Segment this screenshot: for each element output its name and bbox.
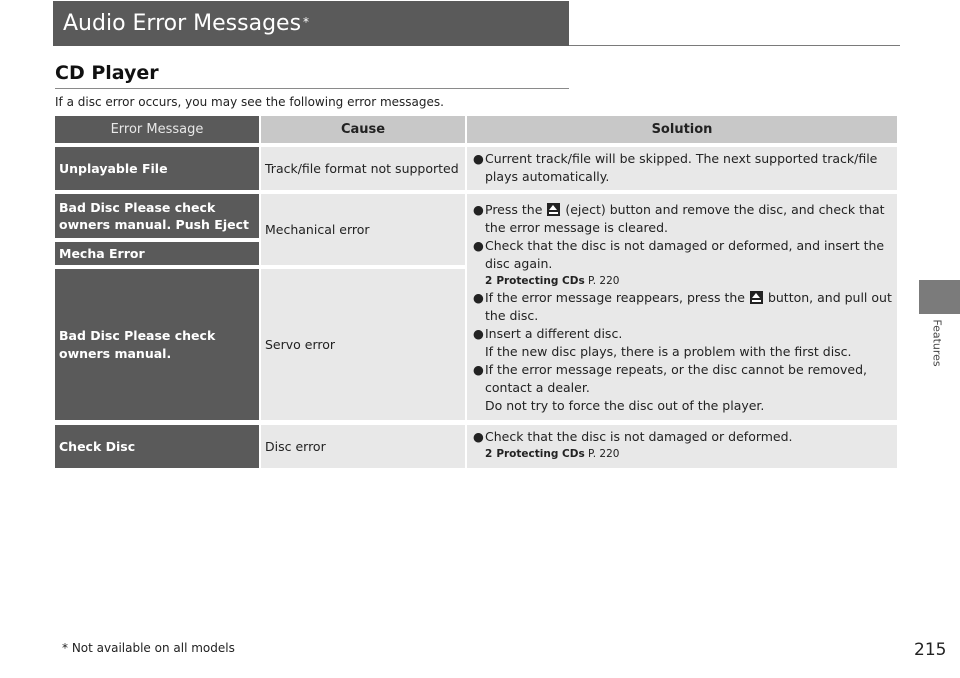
reference-page: P. 220 — [588, 275, 620, 287]
chapter-label — [928, 316, 946, 370]
cause-disc-error: Disc error — [261, 425, 465, 468]
reference-arrow-icon: 2 — [485, 275, 493, 287]
chapter-label-text: Features — [930, 319, 944, 367]
cause-unplayable-file: Track/file format not supported — [261, 147, 465, 190]
cause-mechanical-error: Mechanical error — [261, 194, 465, 265]
solution-text: Do not try to force the disc out of the player. — [485, 398, 765, 413]
list-item — [473, 150, 893, 186]
solution-text: If the error message repeats, or the disc cannot be removed, contact a dealer. — [485, 362, 868, 395]
error-bad-disc-check-manual: Bad Disc Please check owners manual. — [55, 269, 259, 420]
reference-label: Protecting CDs — [496, 275, 585, 287]
solution-text: Current track/file will be skipped. The next supported track/file plays automatically. — [485, 151, 878, 184]
cross-reference-link[interactable] — [473, 273, 893, 289]
solution-text: Press the — [485, 202, 543, 217]
intro-text: If a disc error occurs, you may see the following error messages. — [55, 95, 444, 109]
cause-servo-error: Servo error — [261, 269, 465, 420]
solution-check-disc — [467, 425, 897, 468]
section-rule — [55, 88, 569, 89]
footnote: * Not available on all models — [62, 641, 235, 655]
error-message-table — [55, 116, 897, 468]
error-bad-disc-push-eject: Bad Disc Please check owners manual. Push Eject — [55, 194, 259, 238]
bullet: ● — [473, 202, 484, 217]
list-item — [473, 325, 893, 361]
page-header — [53, 1, 569, 46]
page-title: Audio Error Messages — [63, 11, 302, 36]
error-check-disc: Check Disc — [55, 425, 259, 468]
reference-page: P. 220 — [588, 448, 620, 460]
bullet: ● — [473, 238, 484, 253]
list-item — [473, 201, 893, 237]
section-title: CD Player — [55, 62, 159, 84]
bullet: ● — [473, 362, 484, 377]
solution-disc-errors — [467, 194, 897, 420]
page-number: 215 — [914, 640, 947, 660]
error-unplayable-file: Unplayable File — [55, 147, 259, 190]
bullet: ● — [473, 429, 484, 444]
eject-icon — [547, 203, 560, 216]
list-item — [473, 428, 893, 446]
header-error-message: Error Message — [55, 116, 259, 143]
list-item — [473, 361, 893, 415]
solution-text: (eject) button and remove the disc, and check that the error message is cleared. — [485, 202, 885, 235]
solution-text: If the new disc plays, there is a problem with the first disc. — [485, 344, 852, 359]
solution-text: Insert a different disc. — [485, 326, 623, 341]
solution-text: Check that the disc is not damaged or deformed. — [485, 429, 793, 444]
list-item — [473, 289, 893, 325]
title-asterisk: * — [303, 14, 310, 29]
solution-text: Check that the disc is not damaged or deformed, and insert the disc again. — [485, 238, 885, 271]
header-rule — [569, 45, 900, 46]
reference-label: Protecting CDs — [496, 448, 585, 460]
chapter-tab[interactable] — [919, 280, 960, 314]
eject-icon — [750, 291, 763, 304]
cross-reference-link[interactable] — [473, 446, 893, 462]
solution-text: button, and pull out the disc. — [485, 290, 892, 323]
solution-text: If the error message reappears, press the — [485, 290, 745, 305]
header-solution: Solution — [467, 116, 897, 143]
header-cause: Cause — [261, 116, 465, 143]
list-item — [473, 237, 893, 273]
solution-unplayable-file — [467, 147, 897, 190]
bullet: ● — [473, 151, 484, 166]
reference-arrow-icon: 2 — [485, 448, 493, 460]
error-mecha-error: Mecha Error — [55, 242, 259, 265]
bullet: ● — [473, 290, 484, 305]
bullet: ● — [473, 326, 484, 341]
